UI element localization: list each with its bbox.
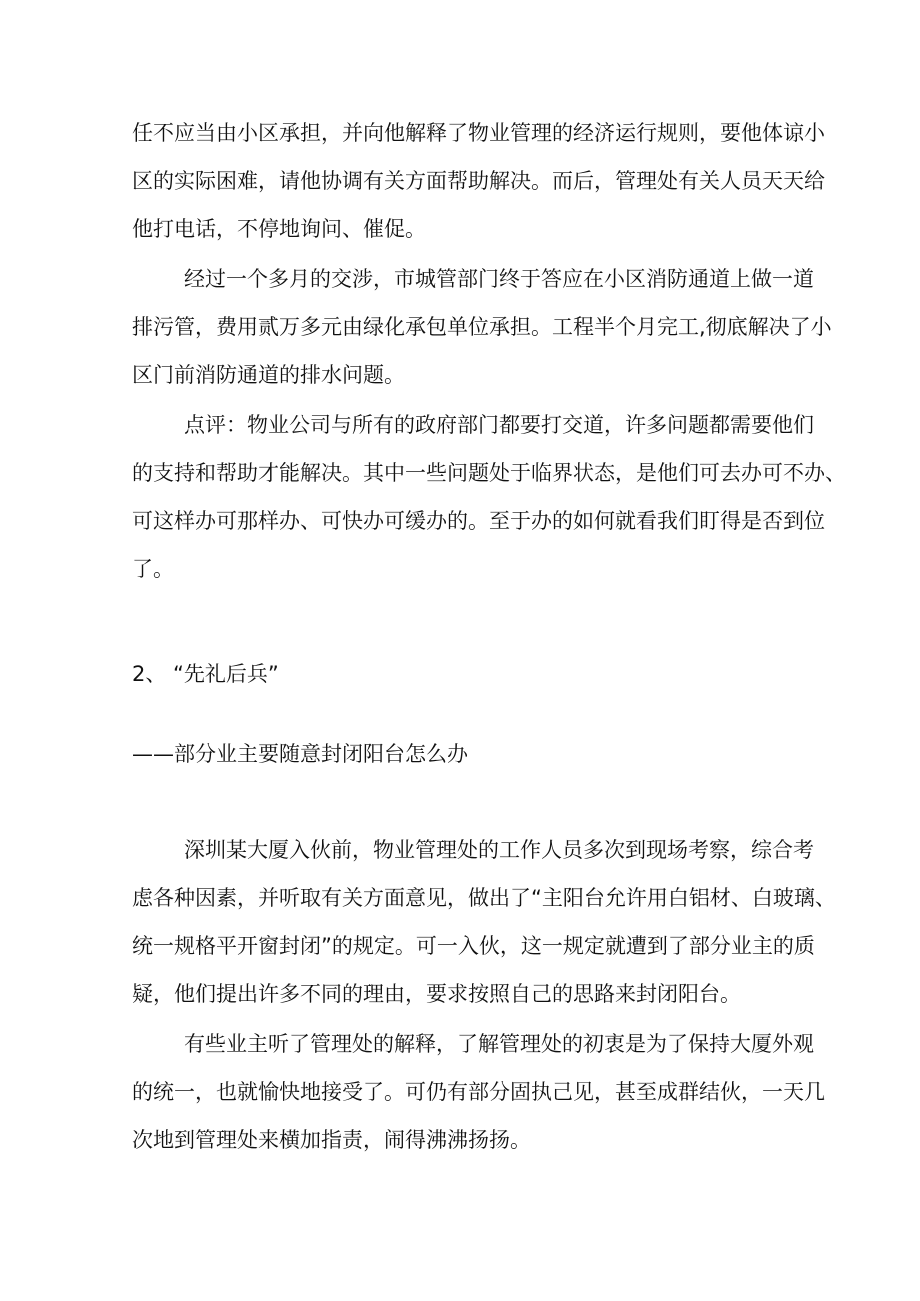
section-heading: 2、 “先礼后兵” [132, 662, 279, 686]
paragraph [132, 826, 836, 1018]
paragraph [132, 255, 832, 399]
text-line: 次地到管理处来横加指责，闹得沸沸扬扬。 [132, 1128, 531, 1152]
text-line: 了。 [132, 557, 174, 581]
text-line: 经过一个多月的交涉，市城管部门终于答应在小区消防通道上做一道 [184, 267, 814, 291]
text-line: 虑各种因素，并听取有关方面意见，做出了“主阳台允许用白铝材、白玻璃、 [132, 886, 836, 910]
text-line: 有些业主听了管理处的解释，了解管理处的初衷是为了保持大厦外观 [184, 1032, 814, 1056]
paragraph [132, 401, 846, 593]
text-line: 任不应当由小区承担，并向他解释了物业管理的经济运行规则，要他体谅小 [132, 121, 825, 145]
text-line: 的统一，也就愉快地接受了。可仍有部分固执己见，甚至成群结伙，一天几 [132, 1080, 825, 1104]
paragraph [132, 109, 825, 253]
text-line: 他打电话，不停地询问、催促。 [132, 217, 426, 241]
text-line: 深圳某大厦入伙前，物业管理处的工作人员多次到现场考察，综合考 [184, 838, 814, 862]
text-line: 的支持和帮助才能解决。其中一些问题处于临界状态，是他们可去办可不办、 [132, 461, 846, 485]
text-line: 点评：物业公司与所有的政府部门都要打交道，许多问题都需要他们 [184, 413, 814, 437]
text-line: 区门前消防通道的排水问题。 [132, 363, 405, 387]
paragraph [132, 1020, 825, 1164]
text-line: 疑，他们提出许多不同的理由，要求按照自己的思路来封闭阳台。 [132, 982, 741, 1006]
text-line: 区的实际困难，请他协调有关方面帮助解决。而后，管理处有关人员天天给 [132, 169, 825, 193]
text-line: 统一规格平开窗封闭”的规定。可一入伙，这一规定就遭到了部分业主的质 [132, 934, 815, 958]
text-line: 可这样办可那样办、可快办可缓办的。至于办的如何就看我们盯得是否到位 [132, 509, 825, 533]
text-line: 排污管，费用贰万多元由绿化承包单位承担。工程半个月完工,彻底解决了小 [132, 315, 832, 339]
section-subheading: ——部分业主要随意封闭阳台怎么办 [132, 742, 468, 766]
